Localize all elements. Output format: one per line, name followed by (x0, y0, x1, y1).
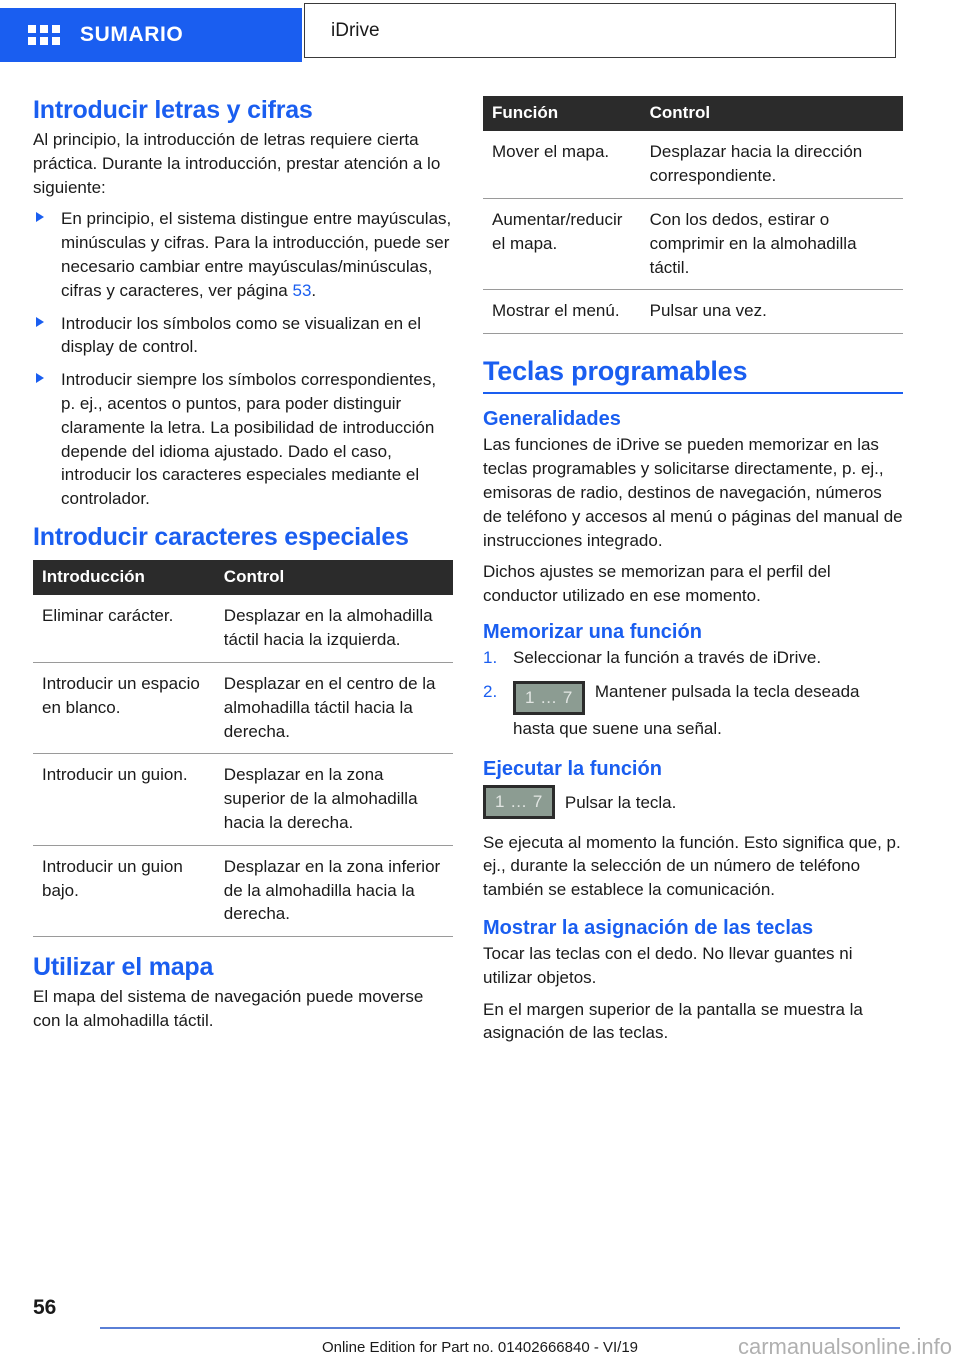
cell-control: Desplazar en la zona inferior de la almohadilla hacia la derecha. (215, 845, 453, 936)
column-header-introduccion: Introducción (33, 560, 215, 595)
mapa-funciones-table (483, 96, 903, 334)
list-item (33, 312, 453, 360)
tab-idrive[interactable] (304, 3, 896, 58)
cell-introduccion: Introducir un guion bajo. (33, 845, 215, 936)
watermark-text: carmanualsonline.info (737, 1334, 952, 1359)
page-number: 56 (33, 1296, 57, 1319)
cell-funcion: Mover el mapa. (483, 131, 641, 198)
cell-control: Pulsar una vez. (641, 290, 903, 334)
programmable-key-icon[interactable]: 1 … 7 (483, 785, 555, 819)
heading-mostrar-la-asignacion-de-las-teclas: Mostrar la asignación de las teclas (483, 917, 814, 940)
page-header (0, 0, 960, 62)
table-header-row (33, 560, 453, 595)
cell-control: Desplazar en el centro de la almohadilla táctil hacia la derecha. (215, 662, 453, 753)
left-column (33, 96, 453, 1041)
column-header-control: Control (215, 560, 453, 595)
generalidades-paragraph-1: Las funciones de iDrive se pueden memorizar en las teclas programables y solicitarse directamente, p. ej., emisoras de radio, destinos de navegación, números de teléfono y accesos al menú o páginas del manual de instrucciones integrado. (483, 435, 903, 550)
list-item (483, 680, 903, 741)
table-row (483, 131, 903, 198)
cell-introduccion: Introducir un guion. (33, 754, 215, 845)
grid-icon (28, 25, 60, 45)
list-item (33, 207, 453, 302)
page-reference-link[interactable]: 53 (292, 280, 312, 300)
generalidades-paragraph-2: Dichos ajustes se memorizan para el perfil del conductor utilizado en ese momento. (483, 562, 831, 606)
step-number: 2. (483, 681, 498, 701)
bullet-list (33, 207, 453, 511)
bullet-text: En principio, el sistema distingue entre mayúsculas, minúsculas y cifras. Para la introducción, puede ser necesario cambiar entre mayúsculas/minúsculas, cifras y caracteres, ver página (61, 209, 452, 300)
cell-control: Con los dedos, estirar o comprimir en la almohadilla táctil. (641, 198, 903, 289)
step-number: 1. (483, 648, 498, 668)
cell-control: Desplazar en la almohadilla táctil hacia la izquierda. (215, 595, 453, 662)
table-header-row (483, 96, 903, 131)
triangle-bullet-icon (36, 212, 44, 222)
heading-introducir-caracteres-especiales: Introducir caracteres especiales (33, 522, 409, 551)
ejecutar-key-line (483, 785, 903, 821)
edition-notice: Online Edition for Part no. 01402666840 - VI/19 (321, 1339, 639, 1356)
footer-divider (100, 1327, 900, 1329)
caracteres-especiales-table (33, 560, 453, 937)
ejecutar-paragraph: Se ejecuta al momento la función. Esto significa que, p. ej., durante la selección de un número de teléfono también se establece la comunicación. (483, 832, 901, 900)
sumario-label: SUMARIO (80, 23, 184, 46)
asignacion-paragraph-2: En el margen superior de la pantalla se muestra la asignación de las teclas. (483, 999, 863, 1043)
cell-control: Desplazar en la zona superior de la almohadilla hacia la derecha. (215, 754, 453, 845)
step-text: Mantener pulsada la tecla deseada hasta que suene una señal. (513, 681, 860, 738)
bullet-text: Introducir siempre los símbolos correspondientes, p. ej., acentos o puntos, para poder distinguir claramente la letra. La posibilidad de introducción depende del idioma ajustado. Dado el caso, introducir los caracteres especiales mediante el controlador. (61, 370, 437, 509)
heading-teclas-programables: Teclas programables (483, 356, 903, 394)
table-row (33, 662, 453, 753)
intro-paragraph: Al principio, la introducción de letras requiere cierta práctica. Durante la introducción, prestar atención a lo siguiente: (33, 130, 441, 197)
table-row (33, 754, 453, 845)
table-row (483, 290, 903, 334)
triangle-bullet-icon (36, 373, 44, 383)
cell-introduccion: Eliminar carácter. (33, 595, 215, 662)
step-text: Seleccionar la función a través de iDrive. (513, 648, 822, 668)
column-header-control: Control (641, 96, 903, 131)
cell-funcion: Mostrar el menú. (483, 290, 641, 334)
list-item (483, 646, 903, 670)
table-row (33, 845, 453, 936)
column-header-funcion: Función (483, 96, 641, 131)
cell-control: Desplazar hacia la dirección correspondiente. (641, 131, 903, 198)
list-item (33, 368, 453, 511)
triangle-bullet-icon (36, 317, 44, 327)
bullet-text: Introducir los símbolos como se visualizan en el display de control. (61, 313, 421, 357)
bullet-text-tail: . (311, 280, 317, 300)
heading-utilizar-el-mapa: Utilizar el mapa (33, 953, 214, 982)
programmable-key-icon[interactable]: 1 … 7 (513, 681, 585, 715)
table-row (483, 198, 903, 289)
table-row (33, 595, 453, 662)
sumario-menu-button[interactable] (0, 8, 302, 62)
ejecutar-key-text: Pulsar la tecla. (564, 792, 677, 812)
page-footer (0, 1262, 960, 1362)
asignacion-paragraph-1: Tocar las teclas con el dedo. No llevar guantes ni utilizar objetos. (483, 944, 853, 987)
heading-memorizar-una-funcion: Memorizar una función (483, 621, 702, 644)
heading-ejecutar-la-funcion: Ejecutar la función (483, 757, 662, 780)
heading-introducir-letras-y-cifras: Introducir letras y cifras (33, 96, 313, 124)
cell-funcion: Aumentar/reducir el mapa. (483, 198, 641, 289)
utilizar-el-mapa-paragraph: El mapa del sistema de navegación puede moverse con la almohadilla táctil. (33, 987, 424, 1030)
heading-generalidades: Generalidades (483, 408, 621, 431)
memorizar-steps-list (483, 646, 903, 741)
right-column (483, 96, 903, 1053)
cell-introduccion: Introducir un espacio en blanco. (33, 662, 215, 753)
tab-idrive-label: iDrive (331, 19, 380, 41)
